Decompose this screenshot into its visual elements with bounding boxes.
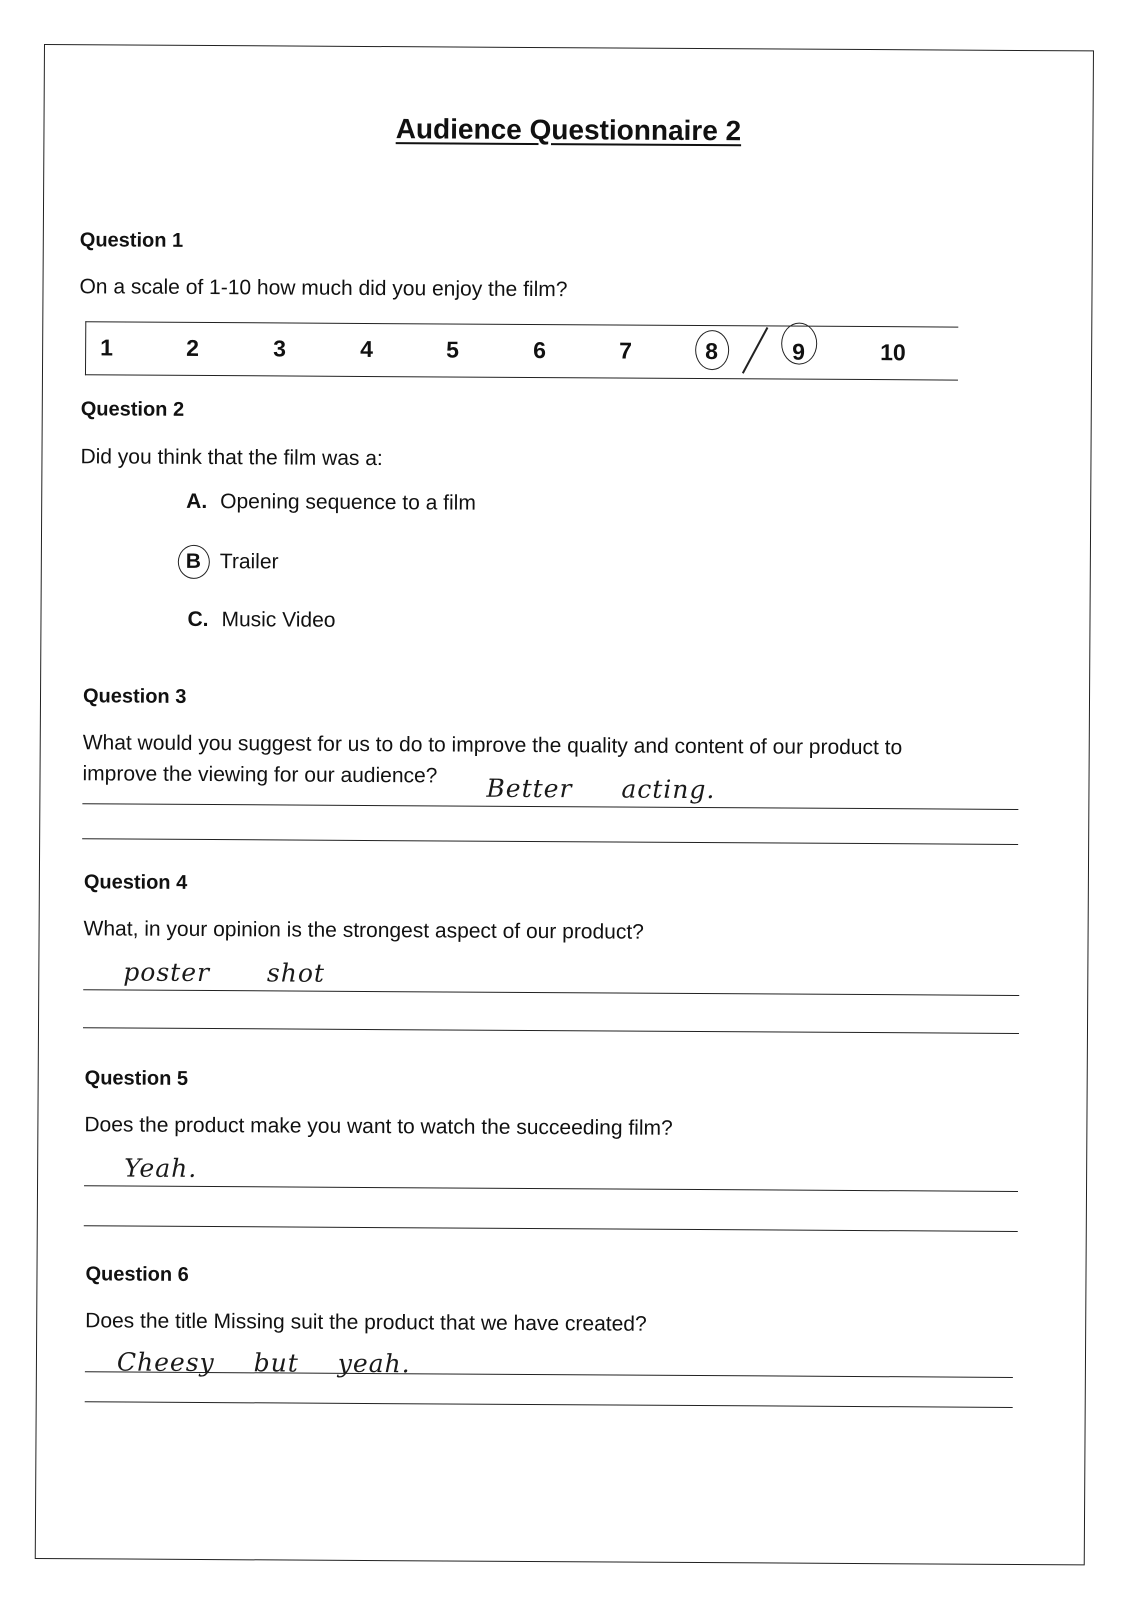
rating-scale[interactable]	[85, 321, 958, 380]
question-5-heading: Question 5	[84, 1067, 189, 1090]
option-c[interactable]	[187, 608, 335, 633]
question-4-text: What, in your opinion is the strongest aspect of our product?	[83, 917, 644, 944]
scale-option-9[interactable]: 9	[792, 338, 806, 365]
scale-option-2[interactable]: 2	[186, 334, 200, 361]
question-2-text: Did you think that the film was a:	[80, 445, 383, 471]
option-c-label: Music Video	[221, 608, 336, 632]
scale-option-10[interactable]: 10	[880, 339, 906, 366]
option-c-letter: C.	[187, 607, 209, 632]
question-6-heading: Question 6	[85, 1263, 189, 1286]
question-3-answer: Better acting.	[486, 773, 716, 805]
option-b-label: Trailer	[219, 550, 279, 574]
question-2-heading: Question 2	[80, 398, 185, 421]
scale-option-4[interactable]: 4	[360, 335, 374, 363]
scale-option-6[interactable]: 6	[533, 336, 547, 364]
option-a[interactable]	[186, 490, 476, 516]
scale-option-8[interactable]: 8	[705, 338, 719, 365]
option-a-letter: A.	[186, 489, 208, 514]
answer-line	[83, 989, 1019, 996]
answer-line	[82, 838, 1018, 845]
question-4-heading: Question 4	[83, 871, 188, 894]
question-1-text: On a scale of 1-10 how much did you enjoy the film?	[79, 275, 568, 302]
scale-option-7[interactable]: 7	[619, 337, 633, 364]
selected-option-circle-mark	[178, 545, 210, 579]
answer-line	[84, 1185, 1018, 1192]
scale-option-1[interactable]: 1	[100, 334, 114, 361]
slash-mark	[742, 327, 768, 374]
circled-answer-9-mark	[781, 323, 817, 365]
answer-line	[85, 1401, 1013, 1408]
answer-line	[82, 803, 1018, 810]
answer-line	[83, 1027, 1019, 1034]
question-5-answer: Yeah.	[124, 1153, 198, 1183]
questionnaire-sheet	[35, 44, 1094, 1565]
option-a-label: Opening sequence to a film	[220, 490, 476, 515]
question-6-text: Does the title Missing suit the product that we have created?	[85, 1309, 647, 1336]
question-3-heading: Question 3	[82, 685, 187, 708]
circled-answer-8-mark	[695, 330, 729, 370]
answer-line	[84, 1225, 1018, 1232]
scale-option-3[interactable]: 3	[273, 335, 287, 362]
page-title: Audience Questionnaire 2	[395, 113, 742, 147]
scale-option-5[interactable]: 5	[446, 336, 460, 363]
question-5-text: Does the product make you want to watch the succeeding film?	[84, 1113, 673, 1140]
question-1-heading: Question 1	[79, 229, 184, 252]
question-4-answer: poster shot	[123, 957, 326, 988]
question-6-answer: Cheesy but yeah.	[116, 1347, 411, 1379]
option-b-letter: B	[185, 549, 202, 573]
question-3-text: What would you suggest for us to do to improve the quality and content of our product to improve the viewing for our audience?	[82, 731, 903, 788]
